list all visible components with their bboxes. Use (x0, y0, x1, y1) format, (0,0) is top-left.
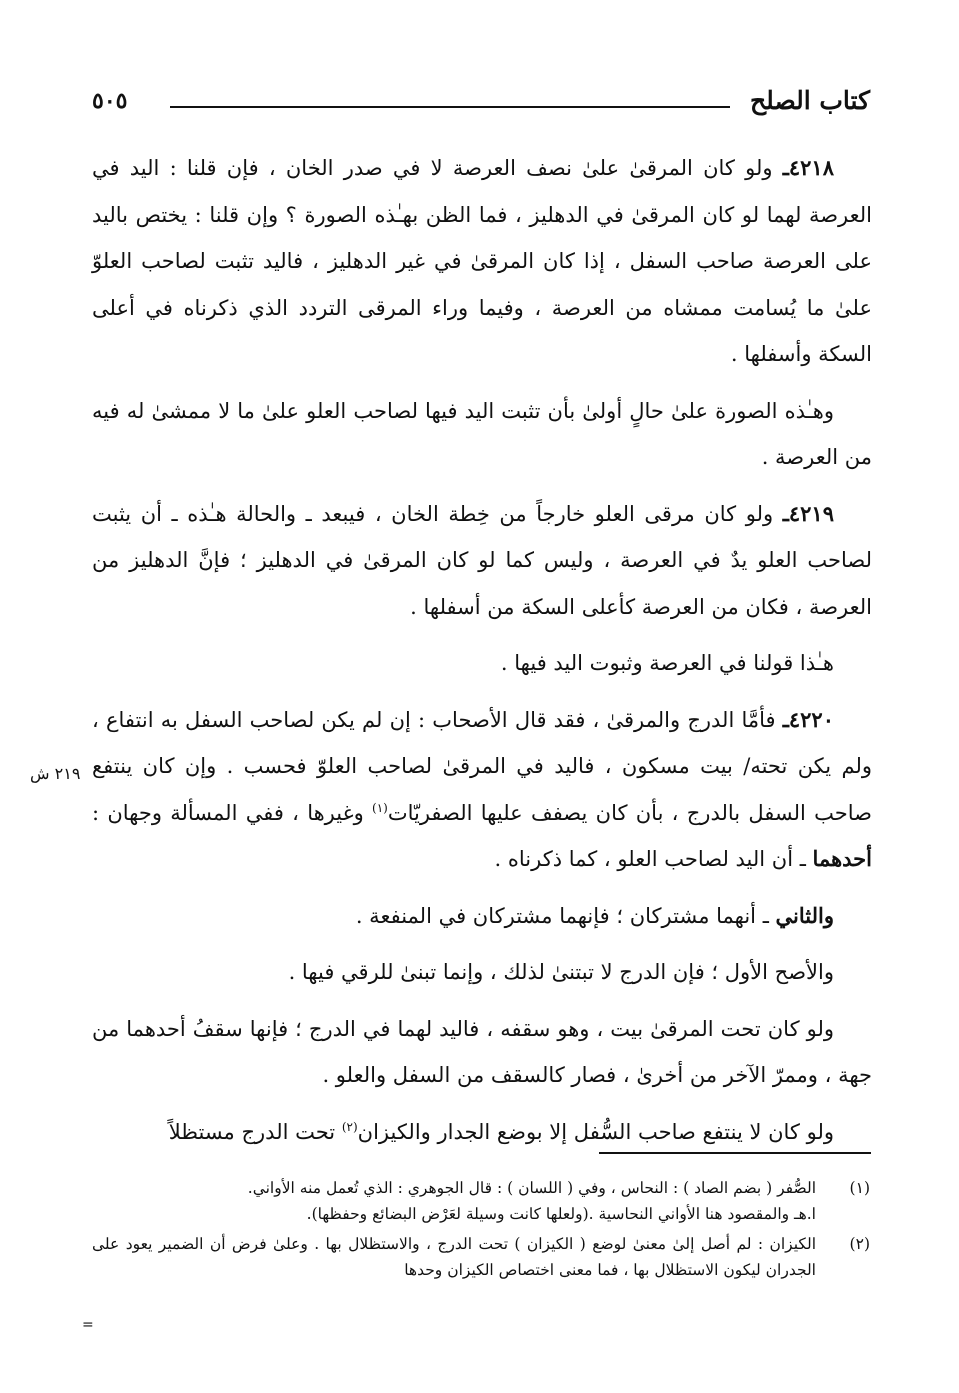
paragraph-number: ٤٢٢٠ـ (782, 706, 834, 732)
paragraph-text: تحت الدرج مستظلاً (168, 1119, 342, 1144)
paragraph-text: ـ أنهما مشتركان ؛ فإنهما مشتركان في المنفعة . (355, 903, 776, 928)
footnote-text: الكيزان : لم أصل إلىٰ معنىٰ لوضع ( الكيزان ) تحت الدرج ، والاستظلال بها . وعلىٰ فرض أن الضمير يعود على الجدران ليكون الاستظلال بها ، فما معنى اختصاص الكيزان وحدها (92, 1235, 816, 1279)
main-text (92, 145, 872, 1165)
running-title: كتاب الصلح (750, 86, 870, 115)
paragraph (92, 640, 872, 687)
paragraph (92, 388, 872, 481)
page-number: ٥٠٥ (92, 88, 128, 114)
footnote-2 (92, 1231, 870, 1283)
paragraph (92, 893, 872, 940)
bold-term: والثاني (775, 902, 834, 928)
manuscript-folio-note: ٢١٩ ش (30, 764, 81, 783)
paragraph-text: ولو كان لا ينتفع صاحب السُّفل إلا بوضع الجدار والكيزان (357, 1119, 834, 1144)
footnote-number: (٢) (849, 1235, 870, 1253)
paragraph-text: ـ أن اليد لصاحب العلو ، كما ذكرناه . (494, 847, 813, 871)
paragraph-text: ولو كان المرقىٰ علىٰ نصف العرصة لا في صدر الخان ، فإن قلنا : اليد في العرصة لهما لو كان المرقىٰ في الدهليز ، فما الظن بهـٰذه الصورة ؟ وإن قلنا : يختص باليد على العرصة صاحب السفل ، إذا كان المرقىٰ في غير الدهليز ، فاليد تثبت لصاحب العلوّ علىٰ ما يُسامت ممشاه من العرصة ، وفيما وراء المرقى التردد الذي ذكرناه في أعلى السكة وأسفلها . (92, 156, 873, 366)
footnotes (92, 1175, 870, 1287)
paragraph-text: وهـٰذه الصورة علىٰ حالٍ أولىٰ بأن تثبت اليد فيها لصاحب العلو علىٰ ما لا ممشىٰ له فيه من العرصة . (92, 398, 872, 469)
paragraph-text: وغيرها ، ففي المسألة وجهان : (92, 800, 372, 825)
paragraph-text: هـٰذا قولنا في العرصة وثبوت اليد فيها . (500, 651, 834, 675)
paragraph-text: ولو كان تحت المرقىٰ بيت ، وهو سقفه ، فاليد لهما في الدرج ؛ فإنها سقفُ أحدهما من جهة ، وممرّ الآخر من أخرىٰ ، فصار كالسقف من السفل والعلو . (92, 1016, 872, 1087)
footnote-separator (599, 1152, 871, 1154)
paragraph-text: ولو كان مرقى العلو خارجاً من خِطة الخان ، فيبعد ـ والحالة هـٰذه ـ أن يثبت لصاحب العلو يدٌ في العرصة ، وليس كما لو كان المرقىٰ في الدهليز ؛ فإنَّ الدهليز من العرصة ، فكان من العرصة كأعلى السكة من أسفلها . (92, 501, 872, 619)
paragraph-text: والأصح الأول ؛ فإن الدرج لا تبتنىٰ لذلك ، وإنما تبنىٰ للرقي فيها . (288, 960, 834, 984)
bold-term: أحدهما (812, 846, 872, 871)
paragraph-4220 (92, 697, 872, 883)
footnote-text: الصُّفر ( بضم الصاد ) : النحاس ، وفي ( اللسان ) : قال الجوهري : الذي تُعمل منه الأواني. (247, 1179, 816, 1197)
footnote-ref-1: (١) (372, 800, 388, 815)
paragraph-number: ٤٢١٨ـ (782, 155, 834, 180)
header-rule (170, 106, 730, 108)
paragraph (92, 1006, 872, 1099)
paragraph-4218 (92, 145, 872, 378)
page-header (92, 82, 870, 122)
continuation-mark: = (82, 1317, 94, 1333)
footnote-continuation: ا.هـ والمقصود هنا الأواني النحاسية .(ولعلها كانت وسيلة لعَرْض البضائع وحفظها). (306, 1205, 816, 1223)
paragraph (92, 949, 872, 996)
paragraph-number: ٤٢١٩ـ (782, 500, 834, 526)
paragraph-text: فأمَّا الدرج والمرقىٰ ، فقد قال الأصحاب : إن لم يكن لصاحب السفل به انتفاع ، ولم يكن تحته/ بيت مسكون ، فاليد في المرقىٰ لصاحب العلوّ فحسب . وإن كان ينتفع صاحب السفل بالدرج ، بأن كان يصفف عليها الصفريّات (92, 707, 872, 825)
paragraph (92, 1109, 872, 1156)
paragraph-4219 (92, 491, 872, 631)
footnote-number: (١) (849, 1179, 870, 1197)
footnote-ref-2: (٢) (341, 1119, 358, 1134)
footnote-1 (92, 1175, 870, 1227)
